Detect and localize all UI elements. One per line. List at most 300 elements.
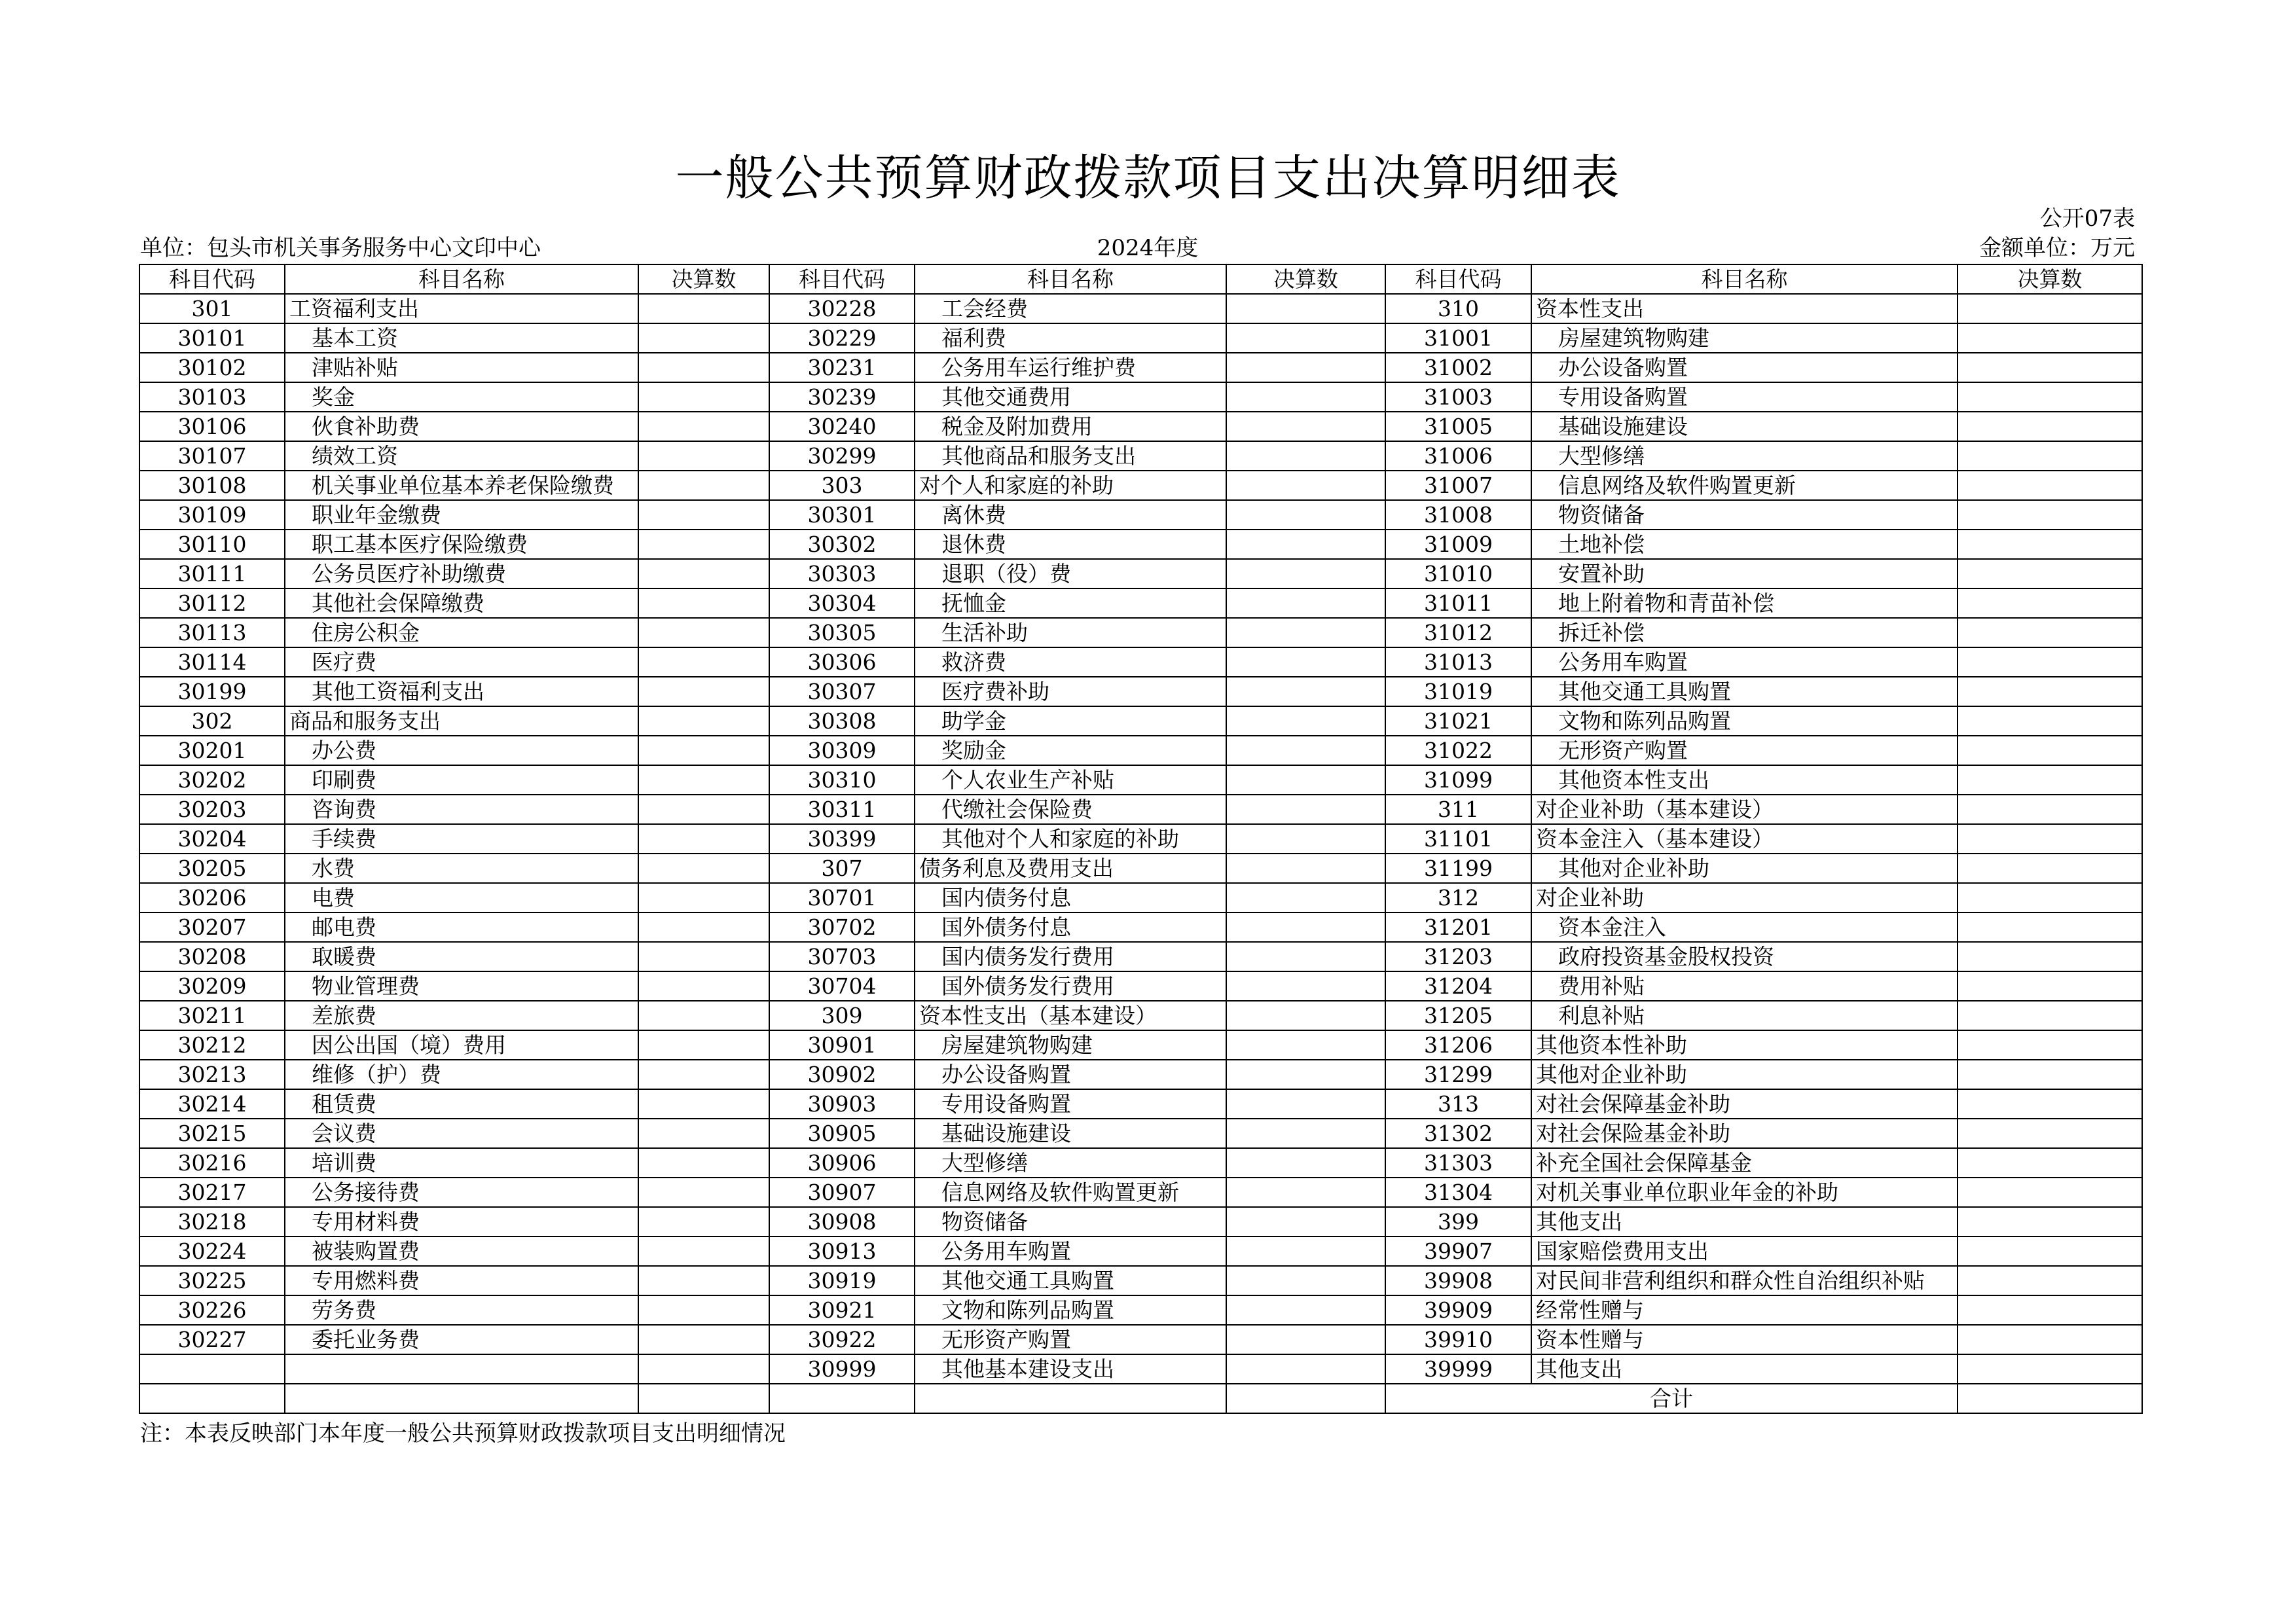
subject-code: 30902 [769,1060,915,1089]
subject-code: 31201 [1385,912,1531,942]
amount-cell [638,1325,769,1354]
amount-cell [638,471,769,500]
subject-code: 30109 [139,500,285,530]
header-code: 科目代码 [139,264,285,294]
subject-name: 基础设施建设 [915,1119,1226,1148]
subject-name: 其他商品和服务支出 [915,441,1226,471]
subject-name: 其他资本性补助 [1531,1030,1958,1060]
amount-cell [1958,382,2142,412]
table-row [139,353,2142,382]
subject-code: 31019 [1385,677,1531,706]
table-row [139,412,2142,441]
amount-cell [638,824,769,854]
table-row [139,323,2142,353]
amount-cell [638,559,769,588]
amount-cell [1226,1030,1385,1060]
amount-cell [1958,765,2142,795]
subject-name: 维修（护）费 [285,1060,638,1089]
subject-code: 30203 [139,795,285,824]
subject-code: 31204 [1385,971,1531,1001]
table-row [139,441,2142,471]
subject-name: 公务接待费 [285,1178,638,1207]
table-row [139,1148,2142,1178]
subject-code: 30307 [769,677,915,706]
subject-name: 国外债务付息 [915,912,1226,942]
subject-name: 专用材料费 [285,1207,638,1236]
subject-name: 生活补助 [915,618,1226,647]
subject-name: 公务用车购置 [1531,647,1958,677]
amount-cell [1958,677,2142,706]
amount-cell [638,1060,769,1089]
amount-cell [1226,706,1385,736]
subject-name: 公务用车运行维护费 [915,353,1226,382]
amount-cell [638,883,769,912]
subject-code: 30907 [769,1178,915,1207]
amount-cell [1958,1295,2142,1325]
subject-name: 国内债务发行费用 [915,942,1226,971]
table-row [139,942,2142,971]
amount-cell [1226,1060,1385,1089]
subject-code: 39908 [1385,1266,1531,1295]
subject-code: 30224 [139,1236,285,1266]
subject-code: 399 [1385,1207,1531,1236]
amount-cell [638,765,769,795]
subject-name: 基本工资 [285,323,638,353]
subject-code: 31206 [1385,1030,1531,1060]
subject-name: 物业管理费 [285,971,638,1001]
table-row [139,1354,2142,1384]
table-row [139,1295,2142,1325]
subject-name: 邮电费 [285,912,638,942]
subject-code: 30202 [139,765,285,795]
amount-cell [1226,824,1385,854]
subject-name: 抚恤金 [915,588,1226,618]
subject-code: 30212 [139,1030,285,1060]
amount-cell [1958,588,2142,618]
amount-cell [1226,588,1385,618]
amount-cell [638,588,769,618]
subject-name: 其他社会保障缴费 [285,588,638,618]
subject-name: 医疗费 [285,647,638,677]
subject-name: 物资储备 [1531,500,1958,530]
subject-name: 退休费 [915,530,1226,559]
subject-name: 退职（役）费 [915,559,1226,588]
subject-code: 303 [769,471,915,500]
subject-name: 办公设备购置 [1531,353,1958,382]
subject-code: 30301 [769,500,915,530]
empty-cell [139,1384,285,1413]
amount-cell [1226,1119,1385,1148]
subject-name: 大型修缮 [1531,441,1958,471]
amount-cell [1958,971,2142,1001]
amount-cell [638,1089,769,1119]
empty-cell [285,1384,638,1413]
subject-name: 其他基本建设支出 [915,1354,1226,1384]
amount-cell [638,1295,769,1325]
subject-name: 国外债务发行费用 [915,971,1226,1001]
subject-name: 助学金 [915,706,1226,736]
subject-name: 其他交通费用 [915,382,1226,412]
amount-cell [1226,1178,1385,1207]
subject-name: 离休费 [915,500,1226,530]
subject-name: 对社会保险基金补助 [1531,1119,1958,1148]
subject-name: 债务利息及费用支出 [915,854,1226,883]
amount-cell [1958,1030,2142,1060]
amount-cell [638,736,769,765]
subject-name: 其他支出 [1531,1354,1958,1384]
subject-name: 水费 [285,854,638,883]
subject-code: 31008 [1385,500,1531,530]
table-row [139,1207,2142,1236]
amount-cell [1226,559,1385,588]
subject-name: 利息补贴 [1531,1001,1958,1030]
amount-cell [1958,1236,2142,1266]
subject-code: 30201 [139,736,285,765]
header-amount: 决算数 [1226,264,1385,294]
subject-name: 对企业补助 [1531,883,1958,912]
subject-name: 对机关事业单位职业年金的补助 [1531,1178,1958,1207]
table-row [139,1089,2142,1119]
subject-code: 31022 [1385,736,1531,765]
header-name: 科目名称 [1531,264,1958,294]
subject-name: 大型修缮 [915,1148,1226,1178]
subject-code: 30226 [139,1295,285,1325]
expenditure-detail-table [139,264,2143,1414]
amount-cell [1958,795,2142,824]
amount-cell [1226,1384,1385,1413]
subject-code: 30903 [769,1089,915,1119]
table-row [139,471,2142,500]
subject-code: 31012 [1385,618,1531,647]
subject-name: 办公设备购置 [915,1060,1226,1089]
amount-cell [638,618,769,647]
table-row [139,647,2142,677]
subject-code: 30101 [139,323,285,353]
amount-cell [1226,618,1385,647]
amount-cell [638,1207,769,1236]
subject-name: 差旅费 [285,1001,638,1030]
amount-cell [638,854,769,883]
subject-code: 30399 [769,824,915,854]
table-row [139,677,2142,706]
table-row [139,706,2142,736]
subject-name: 医疗费补助 [915,677,1226,706]
amount-cell [638,1001,769,1030]
subject-name: 费用补贴 [1531,971,1958,1001]
amount-cell [638,912,769,942]
amount-cell [638,1354,769,1384]
amount-cell [1958,1207,2142,1236]
subject-name: 委托业务费 [285,1325,638,1354]
money-unit-label: 金额单位：万元 [1979,235,2135,261]
amount-cell [1226,1001,1385,1030]
subject-name: 奖金 [285,382,638,412]
amount-cell [1958,530,2142,559]
amount-cell [1958,1148,2142,1178]
subject-code: 309 [769,1001,915,1030]
subject-code: 311 [1385,795,1531,824]
empty-cell [769,1384,915,1413]
table-row [139,618,2142,647]
subject-name: 绩效工资 [285,441,638,471]
footnote: 注：本表反映部门本年度一般公共预算财政拨款项目支出明细情况 [140,1420,786,1447]
table-row [139,1001,2142,1030]
subject-code: 301 [139,294,285,323]
amount-cell [638,294,769,323]
subject-code: 30704 [769,971,915,1001]
subject-name: 对民间非营利组织和群众性自治组织补贴 [1531,1266,1958,1295]
table-row [139,500,2142,530]
amount-cell [638,795,769,824]
subject-code: 312 [1385,883,1531,912]
amount-cell [1958,883,2142,912]
subject-name: 无形资产购置 [1531,736,1958,765]
subject-code [139,1354,285,1384]
subject-name: 专用燃料费 [285,1266,638,1295]
header-amount: 决算数 [638,264,769,294]
total-label: 合计 [1385,1384,1958,1413]
subject-name: 印刷费 [285,765,638,795]
subject-name: 专用设备购置 [915,1089,1226,1119]
subject-name: 房屋建筑物购建 [1531,323,1958,353]
subject-code: 31007 [1385,471,1531,500]
amount-cell [1226,647,1385,677]
subject-name: 信息网络及软件购置更新 [915,1178,1226,1207]
unit-label: 单位：包头市机关事务服务中心文印中心 [140,235,541,261]
subject-name: 物资储备 [915,1207,1226,1236]
amount-cell [1958,1325,2142,1354]
subject-code: 30206 [139,883,285,912]
subject-name: 专用设备购置 [1531,382,1958,412]
amount-cell [1226,323,1385,353]
subject-code: 30204 [139,824,285,854]
subject-name: 会议费 [285,1119,638,1148]
amount-cell [1958,854,2142,883]
amount-cell [1958,1266,2142,1295]
amount-cell [1958,559,2142,588]
subject-name: 土地补偿 [1531,530,1958,559]
subject-code: 39907 [1385,1236,1531,1266]
subject-code: 30231 [769,353,915,382]
subject-name: 电费 [285,883,638,912]
subject-name: 救济费 [915,647,1226,677]
subject-code: 31302 [1385,1119,1531,1148]
subject-code: 39910 [1385,1325,1531,1354]
subject-name: 补充全国社会保障基金 [1531,1148,1958,1178]
subject-name: 职工基本医疗保险缴费 [285,530,638,559]
table-row [139,971,2142,1001]
subject-code: 30703 [769,942,915,971]
subject-name: 对企业补助（基本建设） [1531,795,1958,824]
subject-code: 30308 [769,706,915,736]
amount-cell [638,323,769,353]
subject-name: 文物和陈列品购置 [915,1295,1226,1325]
subject-code: 30305 [769,618,915,647]
table-row [139,736,2142,765]
amount-cell [1226,353,1385,382]
table-header-row [139,264,2142,294]
amount-cell [638,647,769,677]
amount-cell [1958,294,2142,323]
amount-cell [1226,1148,1385,1178]
subject-code: 30113 [139,618,285,647]
subject-name: 公务员医疗补助缴费 [285,559,638,588]
subject-code: 30304 [769,588,915,618]
amount-cell [1226,294,1385,323]
subject-code: 39999 [1385,1354,1531,1384]
subject-name: 个人农业生产补贴 [915,765,1226,795]
subject-code: 31009 [1385,530,1531,559]
table-row [139,530,2142,559]
subject-name: 其他交通工具购置 [1531,677,1958,706]
subject-code: 30225 [139,1266,285,1295]
subject-code: 30214 [139,1089,285,1119]
table-row [139,824,2142,854]
subject-name: 税金及附加费用 [915,412,1226,441]
amount-cell [1958,471,2142,500]
amount-cell [638,1236,769,1266]
amount-cell [1958,1119,2142,1148]
table-row [139,1119,2142,1148]
subject-code: 30217 [139,1178,285,1207]
table-row [139,1266,2142,1295]
table-row [139,294,2142,323]
amount-cell [638,1030,769,1060]
amount-cell [1226,412,1385,441]
subject-name: 商品和服务支出 [285,706,638,736]
subject-code: 30239 [769,382,915,412]
subject-name: 其他对企业补助 [1531,854,1958,883]
subject-name: 资本性支出（基本建设） [915,1001,1226,1030]
subject-code: 30901 [769,1030,915,1060]
subject-name: 资本性赠与 [1531,1325,1958,1354]
subject-code: 30213 [139,1060,285,1089]
amount-cell [1226,1089,1385,1119]
amount-cell [1958,353,2142,382]
subject-name: 因公出国（境）费用 [285,1030,638,1060]
amount-cell [1958,323,2142,353]
total-row [139,1384,2142,1413]
subject-name: 国内债务付息 [915,883,1226,912]
table-row [139,559,2142,588]
amount-cell [1958,1001,2142,1030]
subject-code: 39909 [1385,1295,1531,1325]
subject-code: 30108 [139,471,285,500]
subject-name: 办公费 [285,736,638,765]
subject-code: 30303 [769,559,915,588]
amount-cell [1958,647,2142,677]
subject-name: 政府投资基金股权投资 [1531,942,1958,971]
subject-code: 30215 [139,1119,285,1148]
subject-code: 30111 [139,559,285,588]
subject-code: 30309 [769,736,915,765]
subject-code: 31205 [1385,1001,1531,1030]
amount-cell [1958,500,2142,530]
amount-cell [1226,1325,1385,1354]
subject-code: 31006 [1385,441,1531,471]
amount-cell [1958,412,2142,441]
subject-code: 31013 [1385,647,1531,677]
subject-code: 31011 [1385,588,1531,618]
subject-code: 30218 [139,1207,285,1236]
subject-name: 资本金注入 [1531,912,1958,942]
table-row [139,1236,2142,1266]
subject-name: 职业年金缴费 [285,500,638,530]
amount-cell [1226,1295,1385,1325]
subject-name: 手续费 [285,824,638,854]
amount-cell [1958,1060,2142,1089]
subject-code: 30702 [769,912,915,942]
subject-name: 工会经费 [915,294,1226,323]
amount-cell [1226,382,1385,412]
amount-cell [638,971,769,1001]
subject-code: 30299 [769,441,915,471]
subject-name: 对社会保障基金补助 [1531,1089,1958,1119]
amount-cell [1958,1178,2142,1207]
subject-code: 30207 [139,912,285,942]
subject-code: 31099 [1385,765,1531,795]
subject-code: 31101 [1385,824,1531,854]
subject-code: 307 [769,854,915,883]
subject-code: 30107 [139,441,285,471]
amount-cell [1226,942,1385,971]
subject-code: 30921 [769,1295,915,1325]
subject-name: 信息网络及软件购置更新 [1531,471,1958,500]
amount-cell [638,530,769,559]
amount-cell [1226,795,1385,824]
subject-name: 其他工资福利支出 [285,677,638,706]
amount-cell [1226,736,1385,765]
subject-code: 310 [1385,294,1531,323]
subject-name: 文物和陈列品购置 [1531,706,1958,736]
subject-code: 30110 [139,530,285,559]
amount-cell [1958,942,2142,971]
amount-cell [1958,736,2142,765]
subject-name: 机关事业单位基本养老保险缴费 [285,471,638,500]
subject-code: 30228 [769,294,915,323]
header-code: 科目代码 [769,264,915,294]
subject-code: 31199 [1385,854,1531,883]
header-amount: 决算数 [1958,264,2142,294]
subject-code: 30208 [139,942,285,971]
subject-code: 30905 [769,1119,915,1148]
subject-code: 31001 [1385,323,1531,353]
amount-cell [1226,1236,1385,1266]
subject-code: 31010 [1385,559,1531,588]
amount-cell [1958,618,2142,647]
subject-code: 30906 [769,1148,915,1178]
table-row [139,1060,2142,1089]
amount-cell [638,706,769,736]
header-name: 科目名称 [915,264,1226,294]
amount-cell [1226,530,1385,559]
subject-name: 地上附着物和青苗补偿 [1531,588,1958,618]
table-row [139,912,2142,942]
subject-code: 30103 [139,382,285,412]
amount-cell [1226,854,1385,883]
form-number: 公开07表 [2039,206,2135,232]
subject-code: 31021 [1385,706,1531,736]
subject-name: 劳务费 [285,1295,638,1325]
amount-cell [638,382,769,412]
subject-code: 302 [139,706,285,736]
amount-cell [638,412,769,441]
year-label: 2024年度 [1097,235,1199,261]
subject-name: 基础设施建设 [1531,412,1958,441]
subject-name [285,1354,638,1384]
table-row [139,883,2142,912]
amount-cell [1226,971,1385,1001]
